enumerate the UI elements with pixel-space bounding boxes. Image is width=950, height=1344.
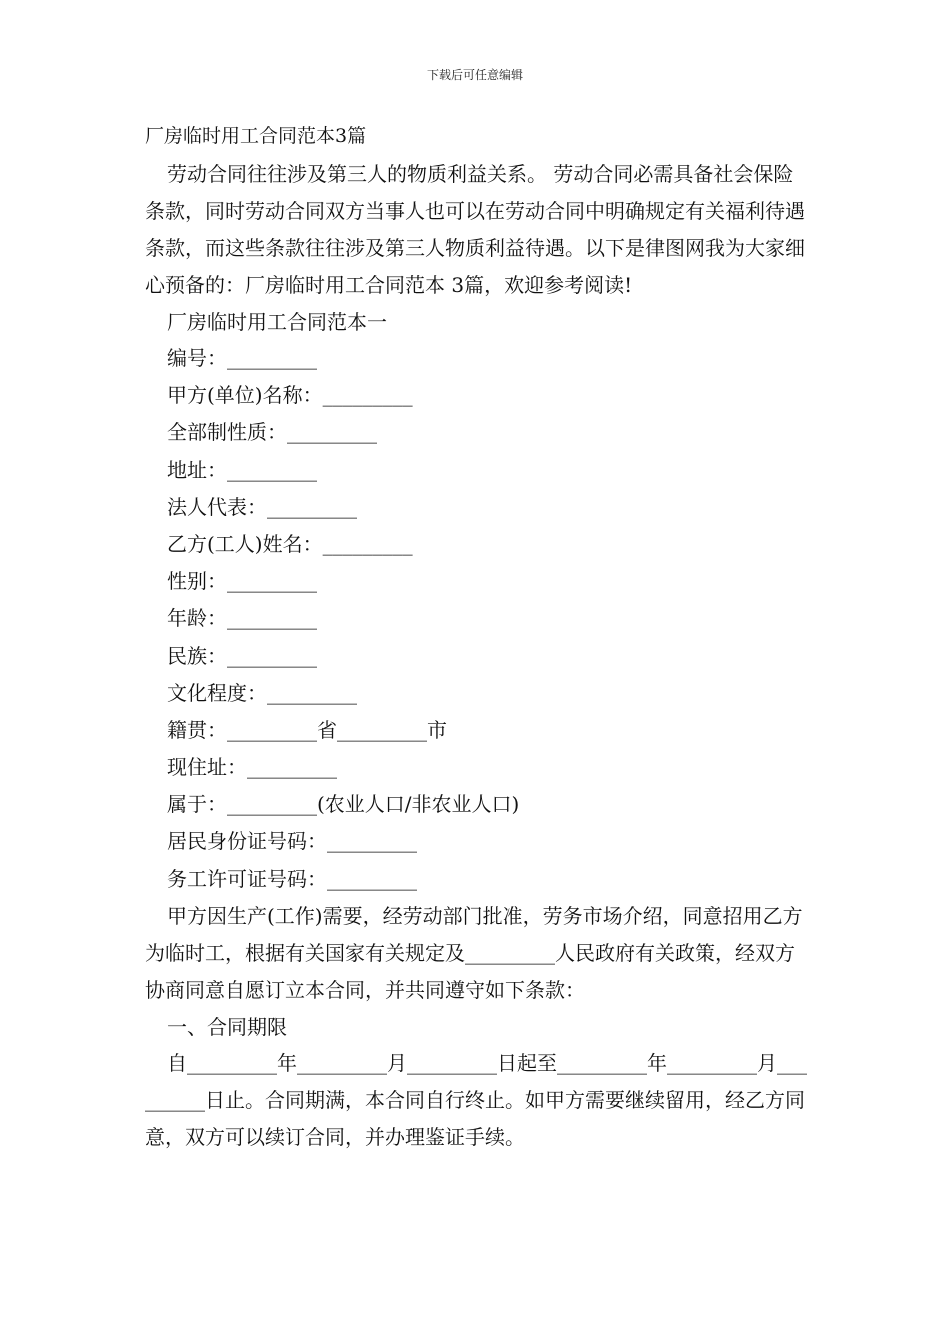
section-heading: 厂房临时用工合同范本一: [167, 310, 387, 334]
field-id-number: 居民身份证号码：_________: [167, 829, 417, 854]
field-age: 年龄：_________: [167, 606, 317, 631]
field-contract-number: 编号：_________: [167, 346, 317, 370]
field-education: 文化程度：_________: [167, 680, 357, 705]
clause-heading: 一、合同期限: [167, 1014, 287, 1039]
contract-field-list: [145, 340, 807, 898]
document-body: [145, 120, 807, 1156]
field-party-b-name: 乙方(工人)姓名：_________: [167, 531, 413, 556]
field-current-address: 现住址：_________: [167, 755, 337, 780]
field-party-a-name: 甲方(单位)名称：_________: [167, 383, 413, 408]
field-gender: 性别：_________: [167, 569, 317, 594]
intro-paragraph: 劳动合同往往涉及第三人的物质利益关系。 劳动合同必需具备社会保险条款，同时劳动合同双方当事人也可以在劳动合同中明确规定有关福利待遇条款，而这些条款往往涉及第三人物质利益待遇。以下是律图网我为大家细心预备的：厂房临时用工合同范本 3篇，欢迎参考阅读!: [145, 162, 805, 297]
field-native-place: 籍贯：_________省_________市: [167, 717, 447, 742]
field-ethnicity: 民族：_________: [167, 643, 317, 668]
field-household-type: 属于：_________(农业人口/非农业人口): [167, 792, 520, 817]
field-address: 地址：_________: [167, 457, 317, 482]
clause-text: 自_________年_________月_________日起至_________年_________月_________日止。合同期满，本合同自行终止。如甲方需要继续留用，经乙方同意，双方可以续订合同，并办理鉴证手续。: [145, 1050, 807, 1149]
header-note: 下载后可任意编辑: [426, 68, 523, 82]
document-title: 厂房临时用工合同范本3篇: [145, 125, 367, 147]
field-ownership-type: 全部制性质：_________: [167, 420, 377, 445]
agreement-paragraph: 甲方因生产(工作)需要，经劳动部门批准，劳务市场介绍，同意招用乙方为临时工，根据有关国家有关规定及_________人民政府有关政策，经双方协商同意自愿订立本合同，并共同遵守如下条款：: [145, 903, 803, 1002]
field-work-permit-number: 务工许可证号码：_________: [167, 866, 417, 891]
field-legal-representative: 法人代表：_________: [167, 494, 357, 519]
